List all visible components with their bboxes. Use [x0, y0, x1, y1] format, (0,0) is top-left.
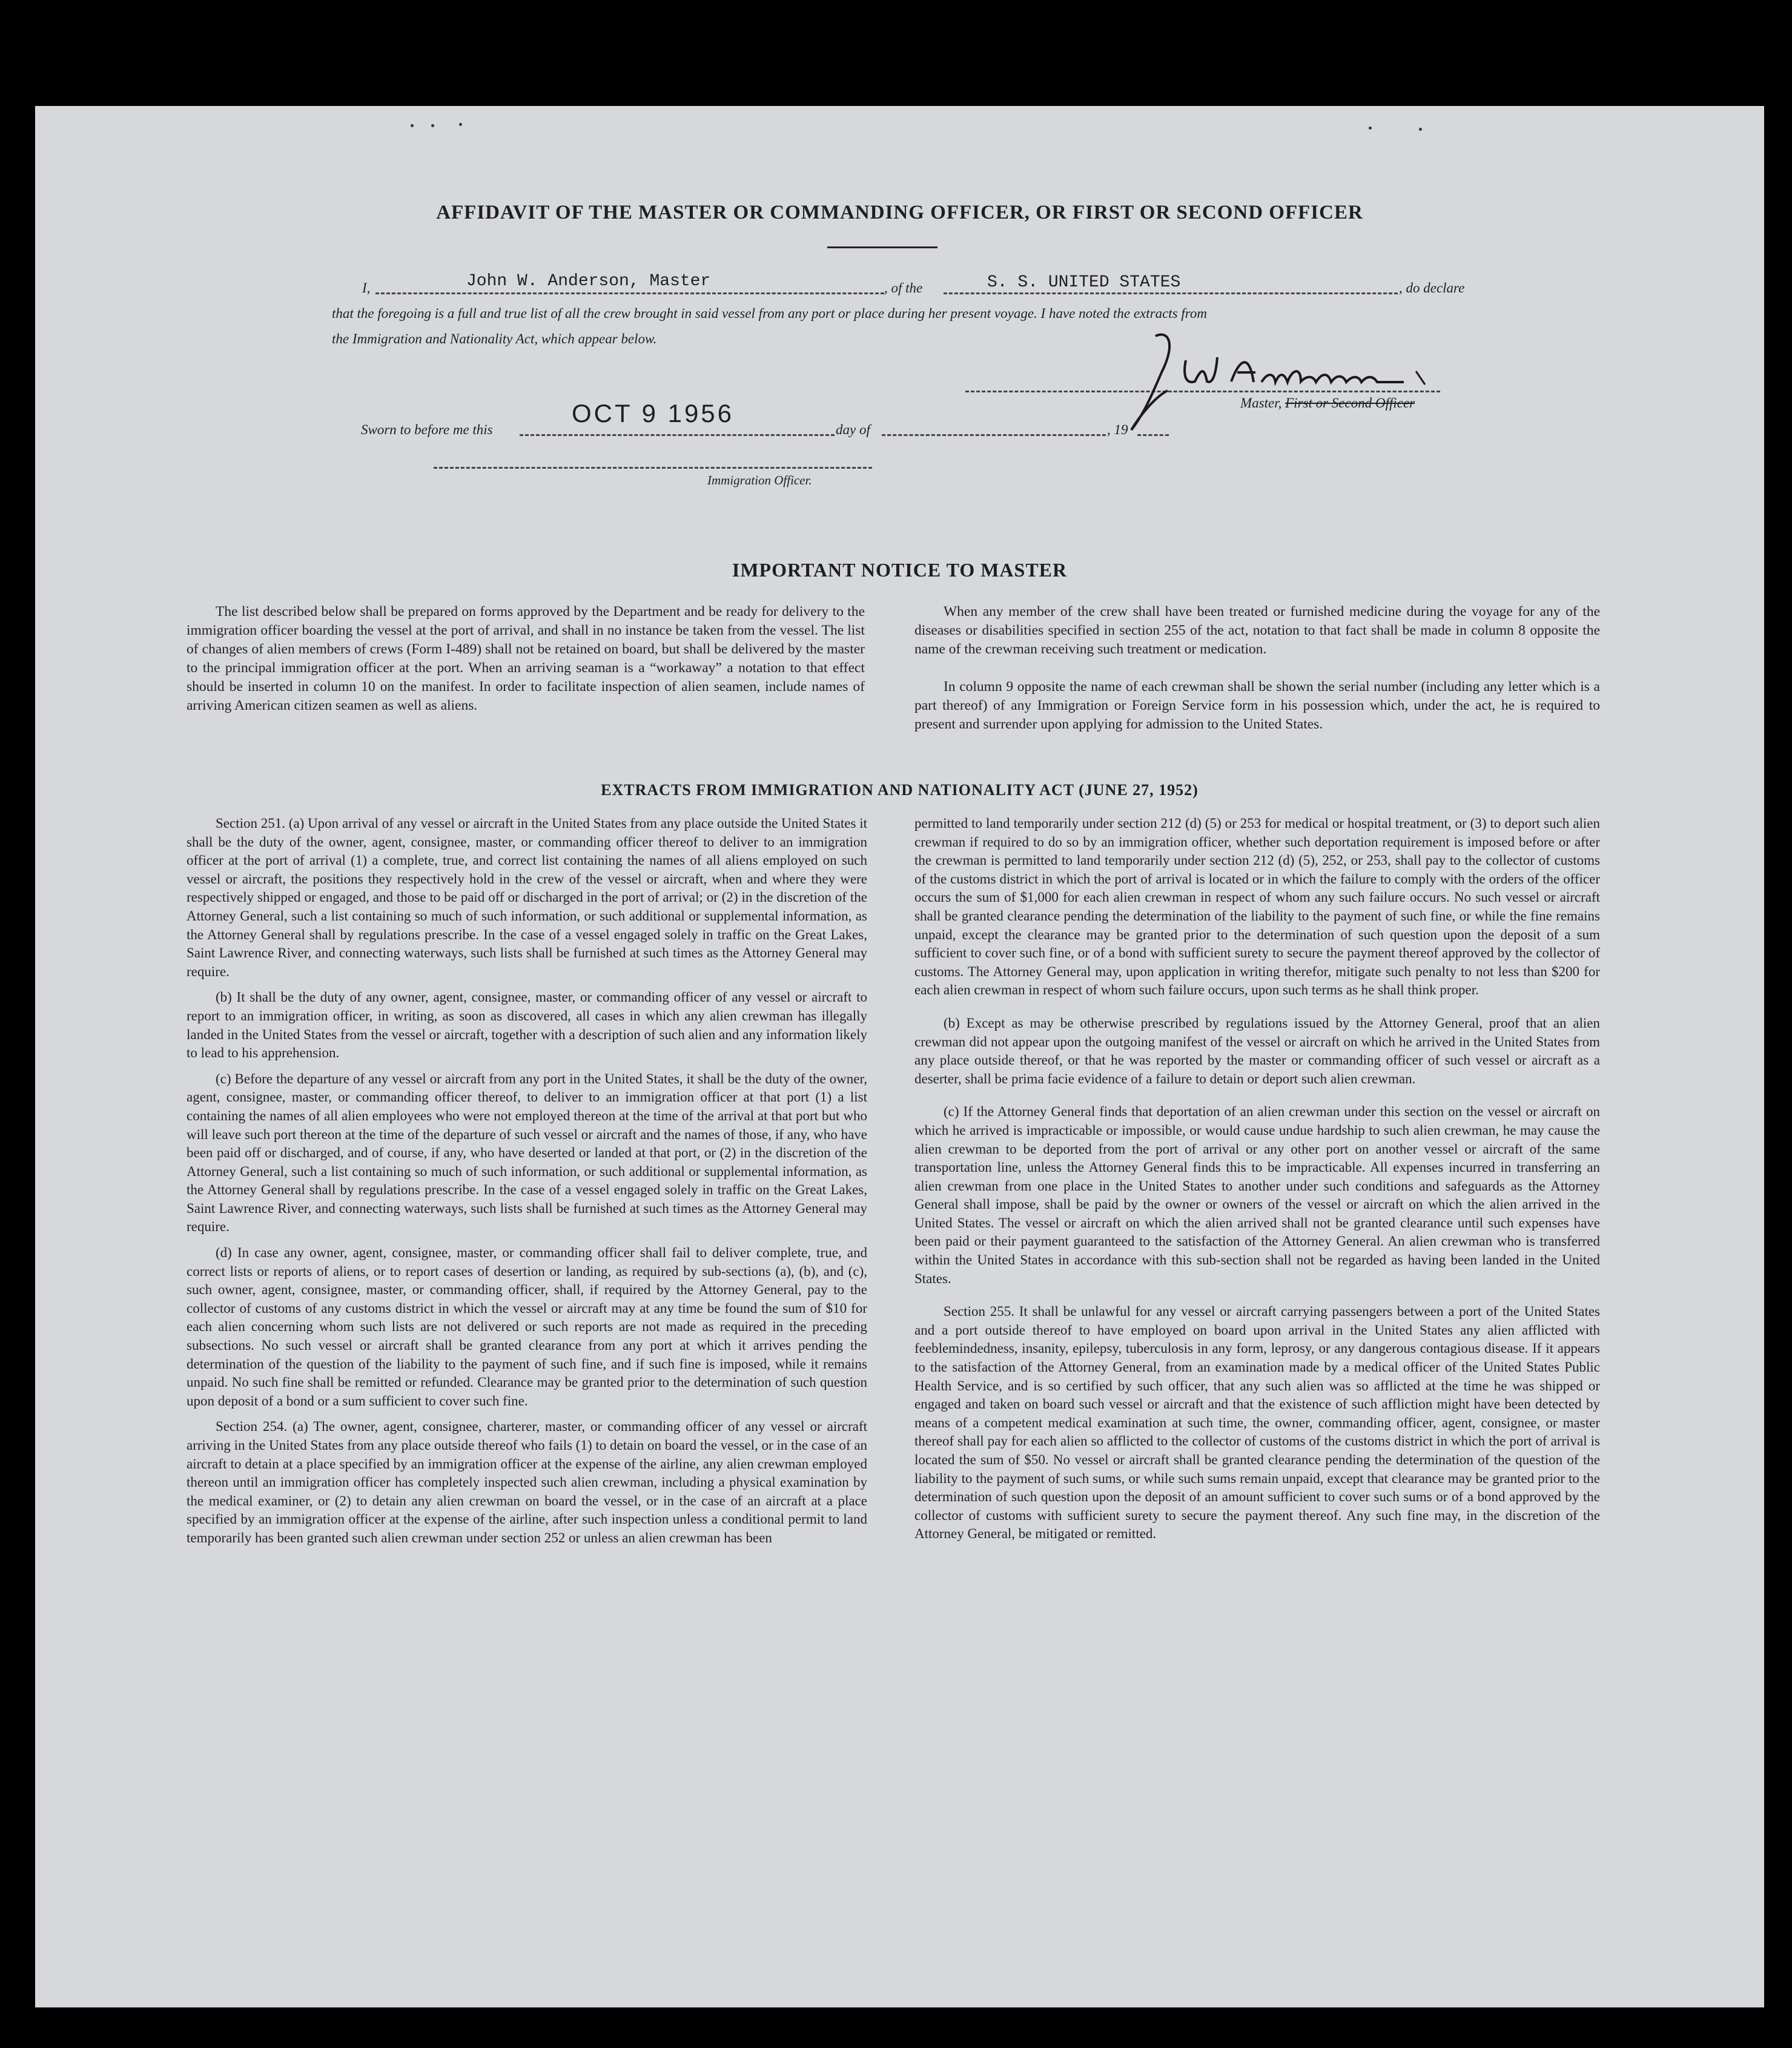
- section-254-a: Section 254. (a) The owner, agent, consignee, charterer, master, or commanding officer of any vessel or aircraft arriving in the United States from any place outside thereof who fails (1) to detain on board the vessel, or in the case of an aircraft to detain at a place specified by an immigration officer at the expense of the airline, any alien crewman employed thereon until an immigration officer has completely inspected such alien crewman, including a physical examination by the medical examiner, or (2) to detain any alien crewman on board the vessel, or in the case of an aircraft at a place specified by an immigration officer at the expense of the airline, after such inspection unless a conditional permit to land temporarily has been granted such alien crewman under section 252 or unless an alien crewman has been: [187, 1419, 867, 1545]
- sworn-date-stamp: OCT 9 1956: [572, 399, 735, 428]
- scan-speck: [411, 124, 414, 127]
- scan-speck: [459, 123, 462, 126]
- notice-right-paragraph-2: In column 9 opposite the name of each crewman shall be shown the serial number (including any letter which is a part thereof) of any Immigration or Foreign Service form in his possession which, under the act, he is required to present and surrender upon applying for admission to the United States.: [914, 679, 1600, 732]
- year-prefix: , 19: [1107, 422, 1128, 437]
- affidavit-title: AFFIDAVIT OF THE MASTER OR COMMANDING OFFICER, OR FIRST OR SECOND OFFICER: [436, 202, 1363, 223]
- section-254-b: (b) Except as may be otherwise prescribed by regulations issued by the Attorney General, proof that an alien crewman did not appear upon the outgoing manifest of the vessel or aircraft on which he arrived in the United States from any place outside thereof, or that he was reported by the master or commanding officer of such vessel or aircraft as a deserter, shall be prima facie evidence of a failure to detain or deport such alien crewman.: [914, 1015, 1600, 1086]
- vessel-name-value: S. S. UNITED STATES: [987, 273, 1181, 292]
- caption-struck-officer: First or Second Officer: [1285, 395, 1415, 411]
- extracts-left-column: [187, 814, 867, 1555]
- declaration-line-2: that the foregoing is a full and true list of all the crew brought in said vessel from any port or place during her present voyage. I have noted the extracts from: [332, 306, 1207, 321]
- section-251-d: (d) In case any owner, agent, consignee, master, or commanding officer shall fail to deliver complete, true, and correct lists or reports of aliens, or to report cases of desertion or landing, as required by sub-sections (a), (b), and (c), such owner, agent, consignee, master, or commanding officer, shall, if required by the Attorney General, pay to the collector of customs of any customs district in which the vessel or aircraft may at any time be found the sum of $10 for each alien concerning whom such lists are not delivered or such reports are not made as required in the preceding subsections. No such vessel or aircraft shall be granted clearance from any port at which it arrives pending the determination of the question of the liability to the payment of such fine, and if such fine is imposed, while it remains unpaid. No such fine shall be remitted or refunded. Clearance may be granted prior to the determination of such question upon deposit of a bond or a sum sufficient to cover such fine.: [187, 1245, 867, 1409]
- label-i: I,: [362, 280, 371, 296]
- title-underline: [827, 246, 937, 248]
- declaration-line-3: the Immigration and Nationality Act, which appear below.: [332, 331, 657, 346]
- section-251-b: (b) It shall be the duty of any owner, agent, consignee, master, or commanding officer of any vessel or aircraft to report to an immigration officer, in writing, as soon as discovered, all cases in which any alien crewman has illegally landed in the United States from the vessel or aircraft, together with a description of such alien and any information likely to lead to his apprehension.: [187, 989, 867, 1061]
- master-name-line: [375, 292, 884, 294]
- notice-left-paragraph: The list described below shall be prepared on forms approved by the Department and be ready for delivery to the immigration officer boarding the vessel at the port of arrival, and shall in no instance be taken from the vessel. The list of changes of alien members of crews (Form I-489) shall not be retained on board, but shall be delivered by the master to the principal immigration officer at the port. When an arriving seaman is a “workaway” a notation to that effect should be inserted in column 10 on the manifest. In order to facilitate inspection of alien seamen, include names of arriving American citizen seamen as well as aliens.: [187, 604, 865, 713]
- section-251-a: Section 251. (a) Upon arrival of any vessel or aircraft in the United States from any place outside the United States it shall be the duty of the owner, agent, consignee, master, or commanding officer thereof to deliver to an immigration officer at the port of arrival (1) a complete, true, and correct list containing the names of all aliens employed on such vessel or aircraft, the positions they respectively hold in the crew of the vessel or aircraft, when and where they were respectively shipped or engaged, and those to be paid off or discharged in the port of arrival; or (2) in the discretion of the Attorney General, such a list containing so much of such information, or such additional or supplemental information, as the Attorney General shall by regulations prescribe. In the case of a vessel engaged solely in traffic on the Great Lakes, Saint Lawrence River, and connecting waterways, such lists shall be furnished at such times as the Attorney General may require.: [187, 816, 867, 979]
- day-of-label: day of: [836, 422, 870, 437]
- label-do-declare: , do declare: [1399, 280, 1465, 296]
- scan-speck: [1369, 127, 1372, 130]
- caption-master: Master,: [1240, 395, 1282, 411]
- immigration-officer-line: [434, 467, 872, 469]
- extracts-heading: EXTRACTS FROM IMMIGRATION AND NATIONALITY ACT (JUNE 27, 1952): [601, 781, 1199, 799]
- scan-speck: [431, 124, 434, 127]
- section-255: Section 255. It shall be unlawful for any vessel or aircraft carrying passengers between a port of the United States and a port outside thereof to have employed on board upon arrival in the United States any alien afflicted with feeblemindedness, insanity, epilepsy, tuberculosis in any form, leprosy, or any dangerous contagious disease. If it appears to the satisfaction of the Attorney General, from an examination made by a medical officer of the United States Public Health Service, and is so certified by such officer, that any such alien was so afflicted at the time he was shipped or engaged and taken on board such vessel or aircraft and that the existence of such affliction might have been detected by means of a competent medical examination at such time, the owner, commanding officer, agent, consignee, or master thereof shall pay for each alien so afflicted to the collector of customs of the customs district in which the port of arrival is located the sum of $50. No vessel or aircraft shall be granted clearance pending the determination of the question of the liability to the payment of such sums, or while such sums remain unpaid, except that clearance may be granted prior to the determination of such question upon the deposit of an amount sufficient to cover such sums or of a bond approved by the collector of customs with sufficient surety to secure the payment thereof. Any such fine may, in the discretion of the Attorney General, be mitigated or remitted.: [914, 1304, 1600, 1542]
- immigration-officer-caption: Immigration Officer.: [707, 473, 812, 487]
- notice-heading: IMPORTANT NOTICE TO MASTER: [732, 559, 1068, 581]
- scan-speck: [1419, 128, 1422, 131]
- sworn-label: Sworn to before me this: [361, 422, 493, 437]
- signer-caption: [1240, 395, 1415, 411]
- section-251-c: (c) Before the departure of any vessel or aircraft from any port in the United States, it shall be the duty of the owner, agent, consignee, master, or commanding officer thereof, to deliver to an immigration officer at that port (1) a list containing the names of all alien employees who were not employed thereon at the time of the arrival at that port but who will leave such port thereon at the time of the departure of such vessel or aircraft and the names of those, if any, who have been paid off or discharged, and of course, if any, who have deserted or landed at that port, or (2) in the discretion of the Attorney General, such a list containing so much of such information, or such additional or supplemental information, as the Attorney General shall by regulations prescribe. In the case of a vessel engaged solely in traffic on the Great Lakes, Saint Lawrence River, and connecting waterways, such lists shall be furnished at such times as the Attorney General may require.: [187, 1071, 867, 1235]
- document-page: [35, 106, 1764, 2007]
- year-line: [1137, 434, 1169, 436]
- master-signature: [1119, 324, 1440, 439]
- notice-right-paragraph-1: When any member of the crew shall have been treated or furnished medicine during the voyage for any of the diseases or disabilities specified in section 255 of the act, notation to that fact shall be made in column 8 opposite the name of the crewman receiving such treatment or medication.: [914, 604, 1600, 657]
- month-line: [882, 434, 1106, 436]
- master-name-value: John W. Anderson, Master: [466, 272, 711, 291]
- sworn-date-line: [520, 434, 835, 436]
- vessel-name-line: [944, 292, 1398, 294]
- extracts-right-column: [914, 814, 1600, 1551]
- section-254-a-continued: permitted to land temporarily under section 212 (d) (5) or 253 for medical or hospital treatment, or (3) to deport such alien crewman if required to do so by an immigration officer, whether such deportation requirement is imposed before or after the crewman is permitted to land temporarily under section 212 (d) (5), 252, or 253, shall pay to the collector of customs of the customs district in which the port of arrival is located or in which the failure to comply with the orders of the officer occurs the sum of $1,000 for each alien crewman in respect of whom any such failure occurs. No such vessel or aircraft shall be granted clearance pending the determination of the liability to the payment of such fine, or while the fine remains unpaid, except the clearance may be granted prior to the determination of such question upon the deposit of a sum sufficient to cover such fine, or of a bond with sufficient surety to secure the payment thereof approved by the collector of customs. The Attorney General may, upon application in writing therefor, mitigate such penalty to not less than $200 for each alien crewman in respect of whom such failure occurs, upon such terms as he shall think proper.: [914, 816, 1600, 998]
- label-of-the: , of the: [884, 280, 923, 296]
- section-254-c: (c) If the Attorney General finds that deportation of an alien crewman under this section on the vessel or aircraft on which he arrived is impracticable or impossible, or would cause undue hardship to such alien crewman, he may cause the alien crewman to be deported from the port of arrival or any other port on another vessel or aircraft of the same transportation line, unless the Attorney General finds this to be impracticable. All expenses incurred in transferring an alien crewman from one place in the United States to another under such conditions and safeguards as the Attorney General shall impose, shall be paid by the owner or owners of the vessel or aircraft on which the alien arrived in the United States. The vessel or aircraft on which the alien arrived shall not be granted clearance until such expenses have been paid or their payment guaranteed to the satisfaction of the Attorney General. An alien crewman who is transferred within the United States in accordance with this sub-section shall not be regarded as having been landed in the United States.: [914, 1104, 1600, 1286]
